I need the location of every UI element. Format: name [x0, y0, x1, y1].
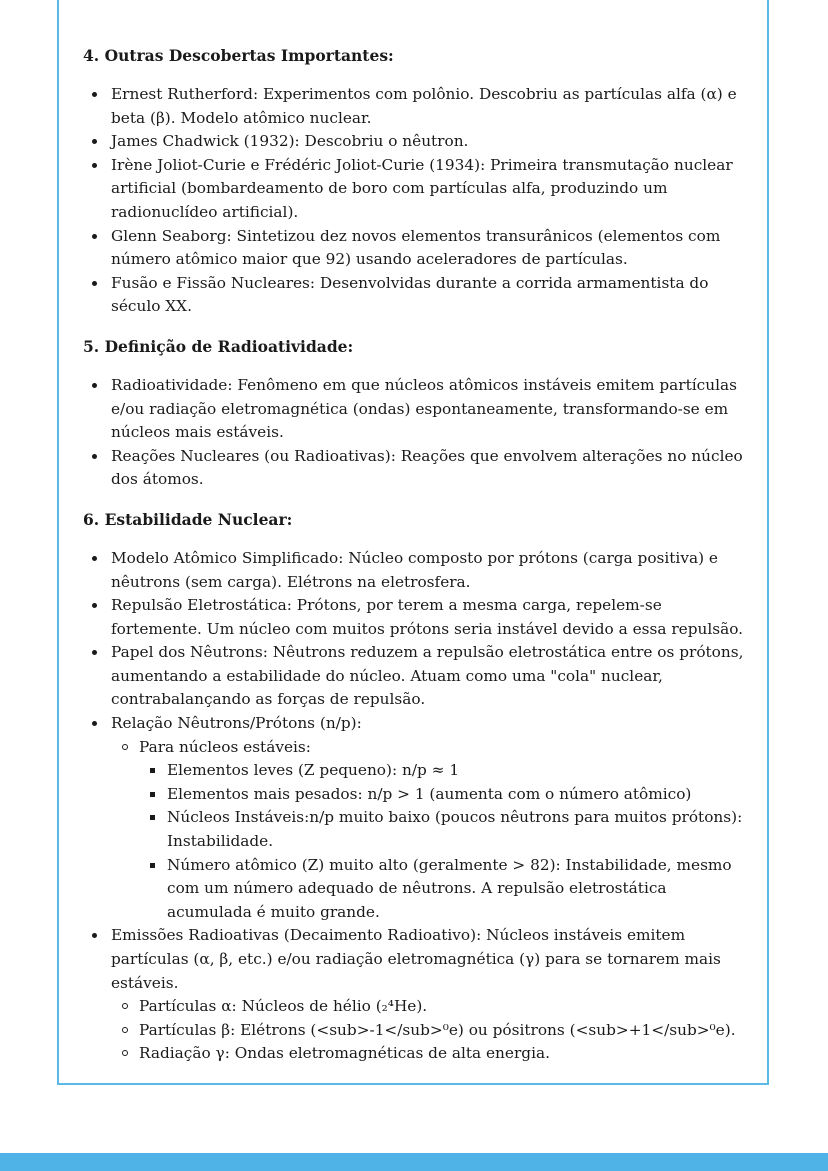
list-item: Elementos mais pesados: n/p > 1 (aumenta com o número atômico) [139, 783, 747, 807]
emissions-sublist [111, 995, 747, 1066]
list-item: Papel dos Nêutrons: Nêutrons reduzem a repulsão eletrostática entre os prótons, aumentando a estabilidade do núcleo. Atuam como uma "cola" nuclear, contrabalançando as forças de repulsão. [83, 641, 747, 712]
list-item: Elementos leves (Z pequeno): n/p ≈ 1 [139, 759, 747, 783]
list-item: Reações Nucleares (ou Radioativas): Reações que envolvem alterações no núcleo dos átomos. [83, 445, 747, 492]
list-estabilidade-nuclear [83, 547, 747, 1066]
section-title-outras-descobertas: 4. Outras Descobertas Importantes: [83, 46, 394, 65]
stable-nuclei-sublist [139, 759, 747, 924]
bottom-bar [0, 1153, 828, 1171]
list-item: Radioatividade: Fenômeno em que núcleos atômicos instáveis emitem partículas e/ou radiação eletromagnética (ondas) espontaneamente, transformando-se em núcleos mais estáveis. [83, 374, 747, 445]
section-title-estabilidade-nuclear: 6. Estabilidade Nuclear: [83, 509, 293, 529]
np-ratio-sublist [111, 736, 747, 925]
list-item: Radiação γ: Ondas eletromagnéticas de alta energia. [111, 1042, 747, 1066]
list-item: Irène Joliot-Curie e Frédéric Joliot-Curie (1934): Primeira transmutação nuclear artificial (bombardeamento de boro com partículas alfa, produzindo um radionuclídeo artificial). [83, 154, 747, 225]
list-outras-descobertas [83, 83, 747, 319]
section-title-definicao-radioatividade: 5. Definição de Radioatividade: [83, 336, 354, 356]
list-item: Número atômico (Z) muito alto (geralmente > 82): Instabilidade, mesmo com um número adequado de nêutrons. A repulsão eletrostática acumulada é muito grande. [139, 854, 747, 925]
list-definicao-radioatividade [83, 374, 747, 492]
np-ratio-label: Relação Nêutrons/Prótons (n/p): [111, 714, 362, 733]
list-item: Partículas α: Núcleos de hélio (₂⁴He). [111, 995, 747, 1019]
document-content [83, 44, 747, 1082]
list-item: Glenn Seaborg: Sintetizou dez novos elementos transurânicos (elementos com número atômico maior que 92) usando aceleradores de partículas. [83, 225, 747, 272]
list-item: Ernest Rutherford: Experimentos com polônio. Descobriu as partículas alfa (α) e beta (β). Modelo atômico nuclear. [83, 83, 747, 130]
list-item: Partículas β: Elétrons (<sub>-1</sub>⁰e) ou pósitrons (<sub>+1</sub>⁰e). [111, 1019, 747, 1043]
emissions-label: Emissões Radioativas (Decaimento Radioativo): Núcleos instáveis emitem partículas (α, β, etc.) e/ou radiação eletromagnética (γ) para se tornarem mais estáveis. [111, 926, 721, 992]
list-item-np-ratio [83, 712, 747, 924]
list-item: Repulsão Eletrostática: Prótons, por terem a mesma carga, repelem-se fortemente. Um núcleo com muitos prótons seria instável devido a essa repulsão. [83, 594, 747, 641]
list-item-stable-nuclei [111, 736, 747, 925]
list-item: Núcleos Instáveis:n/p muito baixo (poucos nêutrons para muitos prótons): Instabilidade. [139, 806, 747, 853]
list-item: James Chadwick (1932): Descobriu o nêutron. [83, 130, 747, 154]
stable-nuclei-label: Para núcleos estáveis: [139, 737, 311, 756]
list-item: Modelo Atômico Simplificado: Núcleo composto por prótons (carga positiva) e nêutrons (sem carga). Elétrons na eletrosfera. [83, 547, 747, 594]
list-item: Fusão e Fissão Nucleares: Desenvolvidas durante a corrida armamentista do século XX. [83, 272, 747, 319]
list-item-emissions [83, 924, 747, 1066]
